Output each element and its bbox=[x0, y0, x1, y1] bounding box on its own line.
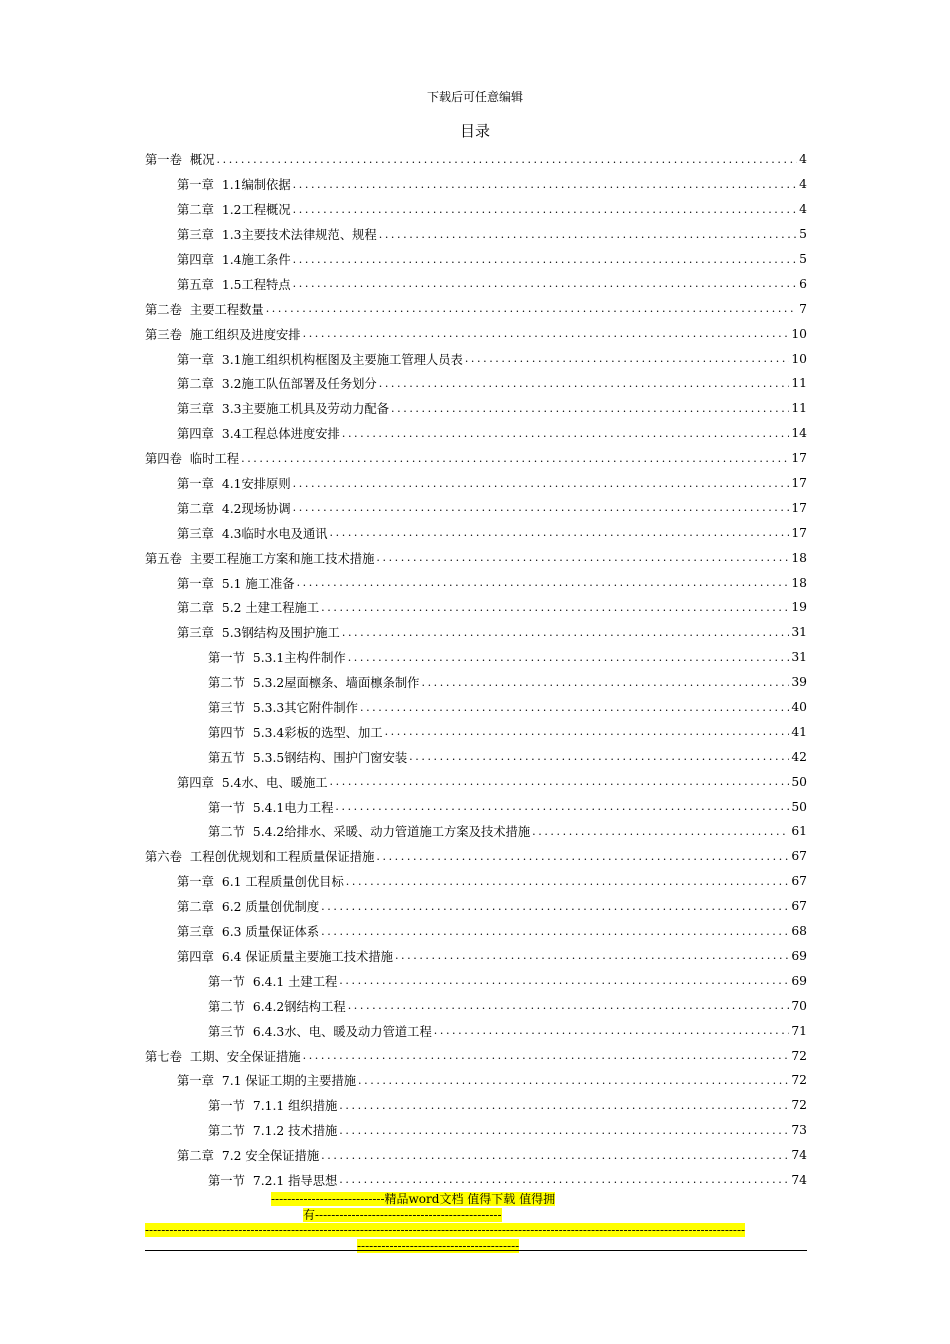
toc-entry-text: 1.2工程概况 bbox=[221, 203, 291, 218]
toc-leader-dots bbox=[293, 477, 790, 490]
toc-entry-label bbox=[145, 1047, 301, 1065]
toc-leader-dots bbox=[421, 676, 789, 689]
toc-leader-dots bbox=[303, 327, 790, 340]
toc-entry-text: 5.4.1电力工程 bbox=[252, 800, 334, 815]
toc-entry-number: 第三节 bbox=[208, 1024, 245, 1039]
toc-entry[interactable] bbox=[145, 695, 807, 720]
toc-entry[interactable] bbox=[145, 545, 807, 570]
toc-entry-label bbox=[177, 1146, 319, 1164]
toc-leader-dots bbox=[330, 775, 790, 788]
toc-entry[interactable] bbox=[145, 321, 807, 346]
toc-entry-label bbox=[177, 574, 295, 592]
toc-entry-number: 第四章 bbox=[177, 775, 214, 790]
toc-entry-text: 主要工程施工方案和施工技术措施 bbox=[189, 551, 375, 566]
toc-entry-text: 1.5工程特点 bbox=[221, 277, 291, 292]
toc-entry[interactable] bbox=[145, 819, 807, 844]
toc-entry-label bbox=[145, 325, 301, 343]
toc-entry-label bbox=[208, 822, 530, 840]
toc-leader-dots bbox=[342, 427, 790, 440]
toc-entry-number: 第一章 bbox=[177, 352, 214, 367]
toc-entry-number: 第五章 bbox=[177, 277, 214, 292]
toc-entry-text: 6.4.3水、电、暖及动力管道工程 bbox=[252, 1024, 432, 1039]
toc-entry-text: 工期、安全保证措施 bbox=[189, 1049, 301, 1064]
toc-page-number: 6 bbox=[799, 276, 807, 291]
toc-entry[interactable] bbox=[145, 1143, 807, 1168]
toc-leader-dots bbox=[348, 999, 790, 1012]
toc-entry-label bbox=[208, 1171, 337, 1189]
toc-entry[interactable] bbox=[145, 1068, 807, 1093]
toc-page-number: 68 bbox=[791, 924, 807, 939]
toc-leader-dots bbox=[348, 651, 790, 664]
toc-entry[interactable] bbox=[145, 620, 807, 645]
toc-leader-dots bbox=[360, 701, 789, 714]
toc-page-number: 41 bbox=[791, 724, 807, 739]
toc-entry-text: 3.4工程总体进度安排 bbox=[221, 427, 340, 442]
toc-leader-dots bbox=[395, 949, 789, 962]
table-of-contents bbox=[145, 147, 807, 1192]
toc-entry[interactable] bbox=[145, 1093, 807, 1118]
toc-entry-label bbox=[177, 474, 291, 492]
toc-entry[interactable] bbox=[145, 520, 807, 545]
toc-leader-dots bbox=[330, 526, 790, 539]
toc-entry-label bbox=[177, 598, 319, 616]
toc-entry-number: 第一节 bbox=[208, 651, 245, 666]
toc-page-number: 4 bbox=[799, 202, 807, 217]
toc-page-number: 50 bbox=[791, 799, 807, 814]
toc-entry-text: 概况 bbox=[189, 153, 215, 168]
toc-entry[interactable] bbox=[145, 271, 807, 296]
toc-leader-dots bbox=[339, 1124, 789, 1137]
toc-entry-text: 5.2 土建工程施工 bbox=[221, 601, 320, 616]
toc-entry[interactable] bbox=[145, 894, 807, 919]
toc-entry[interactable] bbox=[145, 719, 807, 744]
toc-entry-text: 1.1编制依据 bbox=[221, 178, 291, 193]
toc-page-number: 71 bbox=[791, 1023, 807, 1038]
toc-entry-text: 7.1.1 组织措施 bbox=[252, 1099, 338, 1114]
toc-page-number: 74 bbox=[791, 1148, 807, 1163]
toc-entry-label bbox=[208, 748, 407, 766]
toc-entry-text: 主要工程数量 bbox=[189, 302, 264, 317]
toc-leader-dots bbox=[465, 352, 790, 365]
toc-entry-number: 第一节 bbox=[208, 974, 245, 989]
toc-leader-dots bbox=[391, 402, 789, 415]
toc-leader-dots bbox=[358, 1074, 789, 1087]
toc-entry[interactable] bbox=[145, 1018, 807, 1043]
page-header: 下载后可任意编辑 bbox=[426, 90, 523, 104]
toc-entry-number: 第四节 bbox=[208, 725, 245, 740]
toc-leader-dots bbox=[321, 900, 789, 913]
toc-entry-number: 第三章 bbox=[177, 402, 214, 417]
toc-entry-number: 第三节 bbox=[208, 701, 245, 716]
toc-page-number: 11 bbox=[791, 401, 807, 416]
toc-entry-label bbox=[177, 897, 319, 915]
toc-page-number: 40 bbox=[791, 700, 807, 715]
toc-entry-text: 7.2.1 指导思想 bbox=[252, 1173, 338, 1188]
toc-entry-text: 1.3主要技术法律规范、规程 bbox=[221, 228, 377, 243]
toc-page-number: 70 bbox=[791, 998, 807, 1013]
footer-highlight-4: ---------------------------------------- bbox=[357, 1238, 520, 1253]
toc-entry-number: 第二章 bbox=[177, 1149, 214, 1164]
toc-entry-text: 3.1施工组织机构框图及主要施工管理人员表 bbox=[221, 352, 463, 367]
footer-line-4 bbox=[145, 1239, 807, 1255]
toc-page-number: 72 bbox=[791, 1073, 807, 1088]
toc-entry-number: 第二节 bbox=[208, 676, 245, 691]
toc-leader-dots bbox=[409, 750, 789, 763]
toc-page-number: 7 bbox=[799, 301, 807, 316]
toc-page-number: 31 bbox=[791, 625, 807, 640]
toc-entry-number: 第五节 bbox=[208, 750, 245, 765]
toc-entry[interactable] bbox=[145, 346, 807, 371]
toc-leader-dots bbox=[532, 825, 789, 838]
toc-leader-dots bbox=[385, 725, 790, 738]
toc-page-number: 31 bbox=[791, 650, 807, 665]
toc-entry-label bbox=[145, 300, 264, 318]
toc-page-number: 19 bbox=[791, 600, 807, 615]
toc-entry-label bbox=[177, 872, 344, 890]
toc-entry[interactable] bbox=[145, 222, 807, 247]
toc-leader-dots bbox=[303, 1049, 790, 1062]
toc-entry-label bbox=[177, 499, 291, 517]
toc-entry[interactable] bbox=[145, 1043, 807, 1068]
toc-leader-dots bbox=[297, 576, 790, 589]
toc-leader-dots bbox=[379, 228, 797, 241]
toc-entry-number: 第二章 bbox=[177, 900, 214, 915]
toc-entry-label bbox=[208, 997, 346, 1015]
toc-page-number: 69 bbox=[791, 948, 807, 963]
toc-entry-label bbox=[208, 723, 383, 741]
toc-entry-text: 7.1 保证工期的主要措施 bbox=[221, 1074, 357, 1089]
toc-entry-label bbox=[145, 847, 374, 865]
toc-entry-text: 6.2 质量创优制度 bbox=[221, 900, 320, 915]
toc-entry-number: 第四卷 bbox=[145, 452, 182, 467]
toc-page-number: 10 bbox=[791, 326, 807, 341]
toc-page-number: 17 bbox=[791, 500, 807, 515]
toc-entry[interactable] bbox=[145, 396, 807, 421]
toc-entry-text: 6.3 质量保证体系 bbox=[221, 925, 320, 940]
toc-leader-dots bbox=[342, 626, 790, 639]
toc-entry-number: 第一章 bbox=[177, 178, 214, 193]
toc-entry[interactable] bbox=[145, 172, 807, 197]
toc-entry-label bbox=[177, 250, 291, 268]
toc-leader-dots bbox=[339, 974, 789, 987]
toc-entry-label bbox=[177, 225, 377, 243]
toc-entry-text: 7.2 安全保证措施 bbox=[221, 1149, 320, 1164]
footer-divider bbox=[145, 1250, 807, 1251]
toc-entry-label bbox=[177, 623, 340, 641]
footer-line-1 bbox=[145, 1192, 807, 1208]
toc-entry[interactable] bbox=[145, 794, 807, 819]
toc-entry-label bbox=[177, 1071, 356, 1089]
toc-entry-text: 3.3主要施工机具及劳动力配备 bbox=[221, 402, 390, 417]
toc-leader-dots bbox=[321, 601, 789, 614]
toc-entry-text: 施工组织及进度安排 bbox=[189, 327, 301, 342]
toc-page-number: 17 bbox=[791, 476, 807, 491]
toc-entry-label bbox=[177, 275, 291, 293]
footer-highlight-2: 有---------------------------------------------- bbox=[303, 1207, 502, 1222]
toc-entry-number: 第四章 bbox=[177, 427, 214, 442]
toc-entry-text: 5.3.2屋面檩条、墙面檩条制作 bbox=[252, 676, 420, 691]
toc-entry-text: 4.1安排原则 bbox=[221, 477, 291, 492]
toc-entry-number: 第二节 bbox=[208, 825, 245, 840]
toc-page-number: 10 bbox=[791, 351, 807, 366]
toc-entry[interactable] bbox=[145, 595, 807, 620]
toc-entry[interactable] bbox=[145, 968, 807, 993]
toc-entry[interactable] bbox=[145, 495, 807, 520]
toc-leader-dots bbox=[339, 1173, 789, 1186]
toc-entry-text: 5.3.4彩板的选型、加工 bbox=[252, 725, 383, 740]
toc-leader-dots bbox=[293, 253, 798, 266]
toc-entry[interactable] bbox=[145, 993, 807, 1018]
toc-page-number: 50 bbox=[791, 774, 807, 789]
toc-entry-number: 第二节 bbox=[208, 999, 245, 1014]
toc-entry-number: 第六卷 bbox=[145, 850, 182, 865]
toc-title: 目录 bbox=[459, 122, 490, 140]
toc-entry-number: 第三章 bbox=[177, 526, 214, 541]
toc-page-number: 5 bbox=[799, 252, 807, 266]
toc-entry-number: 第一章 bbox=[177, 477, 214, 492]
toc-entry[interactable] bbox=[145, 744, 807, 769]
toc-leader-dots bbox=[346, 875, 790, 888]
toc-entry-number: 第七卷 bbox=[145, 1049, 182, 1064]
toc-entry-label bbox=[177, 374, 377, 392]
toc-entry-number: 第一章 bbox=[177, 1074, 214, 1089]
toc-entry-text: 5.3钢结构及围护施工 bbox=[221, 626, 340, 641]
toc-entry-text: 5.3.3其它附件制作 bbox=[252, 701, 358, 716]
toc-entry-label bbox=[177, 175, 291, 193]
toc-entry-label bbox=[145, 150, 215, 168]
toc-entry[interactable] bbox=[145, 197, 807, 222]
toc-page-number: 73 bbox=[791, 1123, 807, 1138]
footer-highlight-3: ---------------------------------------------------------------------------------------------------------------------------------------------------- bbox=[145, 1223, 746, 1237]
toc-entry-number: 第二卷 bbox=[145, 302, 182, 317]
toc-leader-dots bbox=[339, 1099, 789, 1112]
toc-entry[interactable] bbox=[145, 147, 807, 172]
toc-leader-dots bbox=[293, 501, 790, 514]
toc-entry-label bbox=[177, 922, 319, 940]
toc-entry-label bbox=[208, 1096, 337, 1114]
toc-entry-number: 第一节 bbox=[208, 1099, 245, 1114]
toc-leader-dots bbox=[376, 850, 789, 863]
toc-page-number: 61 bbox=[791, 824, 807, 839]
footer-line-2 bbox=[145, 1208, 807, 1224]
toc-page-number: 18 bbox=[791, 550, 807, 565]
toc-entry-number: 第三章 bbox=[177, 228, 214, 243]
toc-entry-label bbox=[177, 424, 340, 442]
toc-entry[interactable] bbox=[145, 944, 807, 969]
toc-entry-text: 5.1 施工准备 bbox=[221, 576, 295, 591]
footer-highlight-1: ----------------------------精品word文档 值得下载 值得拥 bbox=[271, 1192, 556, 1206]
toc-entry-text: 5.4水、电、暖施工 bbox=[221, 775, 328, 790]
toc-entry-number: 第三卷 bbox=[145, 327, 182, 342]
toc-entry[interactable] bbox=[145, 471, 807, 496]
toc-entry-label bbox=[145, 449, 239, 467]
toc-entry-number: 第二章 bbox=[177, 377, 214, 392]
toc-leader-dots bbox=[266, 302, 797, 315]
toc-leader-dots bbox=[217, 153, 798, 166]
toc-entry[interactable] bbox=[145, 919, 807, 944]
toc-entry-text: 6.1 工程质量创优目标 bbox=[221, 875, 344, 890]
toc-entry-number: 第四章 bbox=[177, 253, 214, 267]
toc-entry-text: 7.1.2 技术措施 bbox=[252, 1124, 338, 1139]
toc-entry[interactable] bbox=[145, 296, 807, 321]
toc-entry-number: 第二章 bbox=[177, 601, 214, 616]
toc-entry[interactable] bbox=[145, 670, 807, 695]
toc-leader-dots bbox=[376, 551, 789, 564]
toc-entry[interactable] bbox=[145, 769, 807, 794]
toc-page-number: 69 bbox=[791, 973, 807, 988]
toc-entry-number: 第一章 bbox=[177, 576, 214, 591]
toc-page-number: 72 bbox=[791, 1048, 807, 1063]
footer-banner bbox=[145, 1192, 807, 1254]
toc-entry[interactable] bbox=[145, 446, 807, 471]
toc-entry-label bbox=[208, 698, 358, 716]
toc-page-number: 67 bbox=[791, 899, 807, 914]
toc-entry-number: 第一章 bbox=[177, 875, 214, 890]
toc-entry[interactable] bbox=[145, 247, 807, 272]
toc-entry[interactable] bbox=[145, 570, 807, 595]
toc-page-number: 14 bbox=[791, 426, 807, 441]
toc-entry-number: 第三章 bbox=[177, 626, 214, 641]
toc-entry[interactable] bbox=[145, 869, 807, 894]
toc-leader-dots bbox=[293, 178, 798, 191]
toc-entry-text: 5.3.5钢结构、围护门窗安装 bbox=[252, 750, 408, 765]
toc-leader-dots bbox=[293, 277, 798, 290]
toc-entry-number: 第一节 bbox=[208, 800, 245, 815]
toc-entry-text: 1.4施工条件 bbox=[221, 253, 291, 267]
toc-entry-text: 6.4 保证质量主要施工技术措施 bbox=[221, 949, 393, 964]
toc-entry[interactable] bbox=[145, 371, 807, 396]
toc-entry-number: 第五卷 bbox=[145, 551, 182, 566]
toc-entry-text: 6.4.1 土建工程 bbox=[252, 974, 338, 989]
toc-entry[interactable] bbox=[145, 844, 807, 869]
toc-entry[interactable] bbox=[145, 1168, 807, 1193]
toc-entry-label bbox=[177, 947, 393, 965]
toc-entry-text: 工程创优规划和工程质量保证措施 bbox=[189, 850, 375, 865]
toc-entry-label bbox=[208, 1022, 432, 1040]
toc-entry-text: 4.2现场协调 bbox=[221, 501, 291, 516]
toc-entry[interactable] bbox=[145, 1118, 807, 1143]
toc-page-number: 11 bbox=[791, 376, 807, 391]
toc-leader-dots bbox=[321, 925, 789, 938]
footer-line-3 bbox=[145, 1223, 807, 1239]
toc-entry-text: 3.2施工队伍部署及任务划分 bbox=[221, 377, 377, 392]
toc-entry-text: 临时工程 bbox=[189, 452, 240, 467]
toc-leader-dots bbox=[321, 1149, 789, 1162]
toc-page-number: 5 bbox=[799, 227, 807, 242]
toc-page-number: 17 bbox=[791, 451, 807, 466]
toc-entry-text: 5.3.1主构件制作 bbox=[252, 651, 346, 666]
toc-entry-label bbox=[208, 648, 346, 666]
toc-page-number: 67 bbox=[791, 849, 807, 864]
toc-page-number: 39 bbox=[791, 675, 807, 690]
toc-leader-dots bbox=[379, 377, 790, 390]
toc-entry-label bbox=[177, 773, 328, 791]
toc-entry-label bbox=[145, 549, 374, 567]
toc-entry-number: 第三章 bbox=[177, 925, 214, 940]
toc-entry-text: 5.4.2给排水、采暖、动力管道施工方案及技术措施 bbox=[252, 825, 531, 840]
toc-leader-dots bbox=[434, 1024, 790, 1037]
toc-page-number: 4 bbox=[799, 152, 807, 167]
toc-entry-label bbox=[177, 200, 291, 218]
toc-page-number: 17 bbox=[791, 525, 807, 540]
toc-leader-dots bbox=[293, 203, 798, 216]
toc-entry-label bbox=[177, 399, 389, 417]
toc-entry-text: 6.4.2钢结构工程 bbox=[252, 999, 346, 1014]
toc-leader-dots bbox=[335, 800, 789, 813]
toc-entry[interactable] bbox=[145, 421, 807, 446]
toc-entry-label bbox=[208, 1121, 337, 1139]
toc-page-number: 42 bbox=[791, 749, 807, 764]
toc-entry-number: 第一卷 bbox=[145, 153, 182, 168]
toc-entry-label bbox=[208, 972, 337, 990]
toc-entry-label bbox=[177, 524, 328, 542]
toc-page-number: 74 bbox=[791, 1172, 807, 1187]
toc-page-number: 4 bbox=[799, 177, 807, 192]
toc-entry[interactable] bbox=[145, 645, 807, 670]
toc-entry-label bbox=[208, 673, 419, 691]
toc-entry-number: 第二章 bbox=[177, 501, 214, 516]
toc-entry-number: 第四章 bbox=[177, 949, 214, 964]
toc-entry-label bbox=[208, 798, 333, 816]
toc-page-number: 67 bbox=[791, 874, 807, 889]
toc-page-number: 72 bbox=[791, 1098, 807, 1113]
toc-entry-number: 第二节 bbox=[208, 1124, 245, 1139]
toc-page-number: 18 bbox=[791, 575, 807, 590]
toc-entry-number: 第一节 bbox=[208, 1173, 245, 1188]
toc-entry-number: 第二章 bbox=[177, 203, 214, 218]
toc-entry-text: 4.3临时水电及通讯 bbox=[221, 526, 328, 541]
toc-leader-dots bbox=[241, 452, 789, 465]
toc-entry-label bbox=[177, 350, 463, 368]
